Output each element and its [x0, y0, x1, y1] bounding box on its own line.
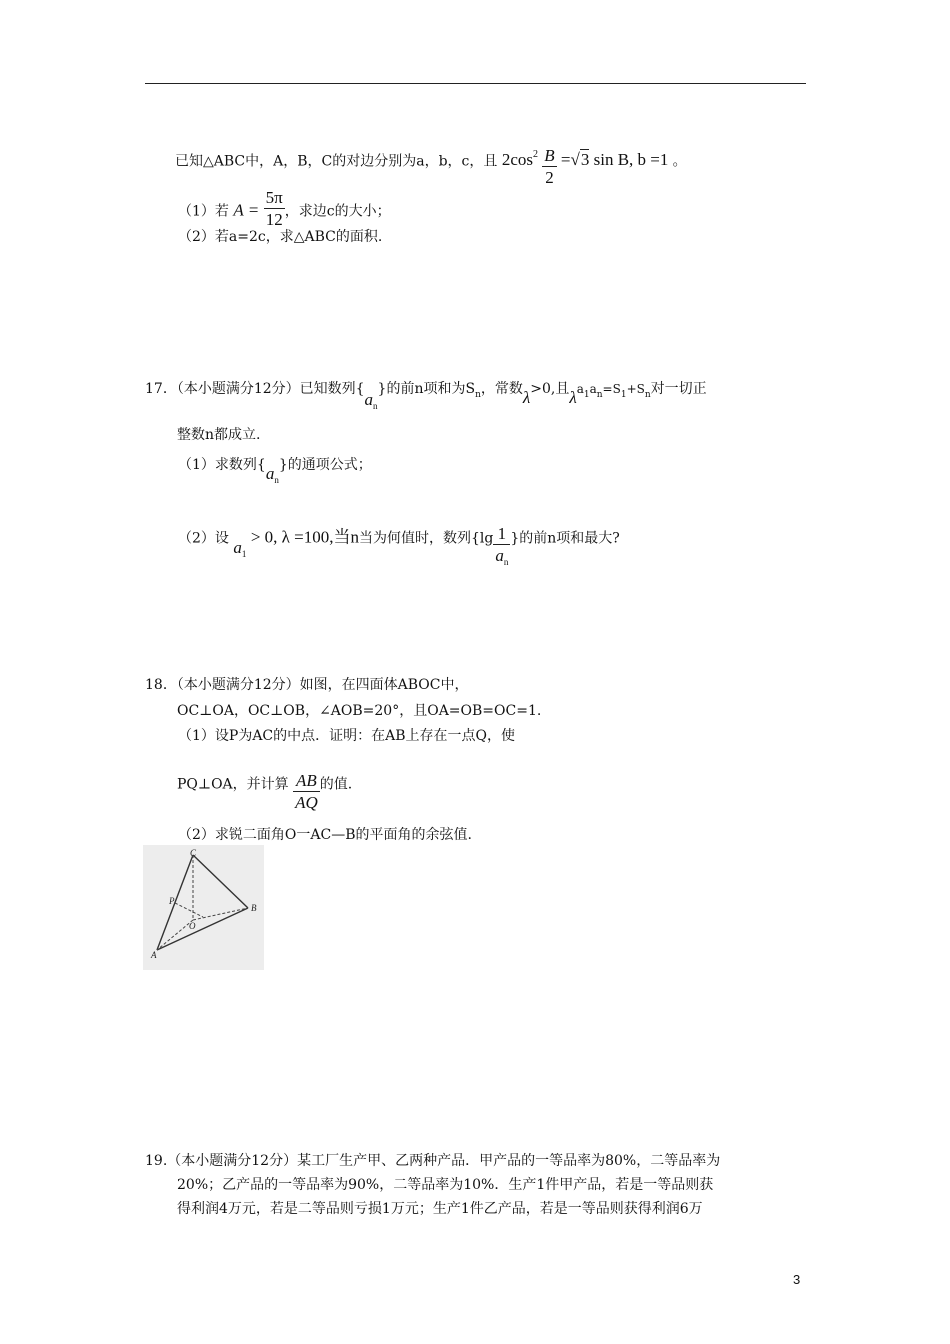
p18-frac-ab-aq: $\frac{AB}{AQ}$: [295, 771, 318, 812]
fig-label-a: A: [151, 950, 157, 960]
p19-line1: 19.（本小题满分12分）某工厂生产甲、乙两种产品．甲产品的一等品率为80%，二等品率为: [145, 1153, 721, 1169]
p18-heading: 18．（本小题满分12分）如图，在四面体ABOC中，: [145, 677, 469, 693]
p18-q1-cont: PQ⊥OA，并计算 $\frac{AB}{AQ}$ 的值.: [177, 771, 353, 812]
fig-label-c: C: [190, 848, 197, 858]
p18-q1: （1）设P为AC的中点．证明：在AB上存在一点Q，使: [178, 728, 516, 744]
p19-line3: 得利润4万元，若是二等品则亏损1万元；生产1件乙产品，若是一等品则获得利润6万: [177, 1201, 703, 1217]
p17-heading: 17．（本小题满分12分）已知数列$\{a_n\}$的前n项和为$S_n$，常数λ>0,且$\lambda a_1a_n=S_1+S_n$对一切正: [145, 381, 707, 411]
p16-intro: 已知△ABC中，A，B，C的对边分别为a，b，c，且 $2\cos^2$ $\frac{B}{2}$ =√3 sin B, b =1 。: [175, 146, 687, 187]
fig-label-b: B: [251, 903, 257, 913]
page-number: 3: [793, 1272, 801, 1287]
p16-frac-b2: $\frac{B}{2}$: [544, 146, 555, 187]
p16-q1: （1）若 A = $\frac{5\pi}{12}$ ，求边c的大小；: [178, 188, 391, 229]
header-rule: [145, 83, 806, 84]
p17-q1: （1）求数列$\{a_n\}$的通项公式；: [178, 457, 372, 485]
tetrahedron-drawing: [143, 845, 264, 970]
p16-q2: （2）若a=2c，求△ABC的面积.: [178, 229, 383, 245]
fig-label-o: O: [189, 921, 196, 931]
fig-label-p: P: [169, 896, 175, 906]
p16-frac-5pi12: $\frac{5\pi}{12}$: [265, 188, 283, 229]
p19-line2: 20%；乙产品的一等品率为90%，二等品率为10%．生产1件甲产品，若是一等品则获: [177, 1177, 714, 1193]
p17-continuation: 整数n都成立.: [177, 427, 261, 443]
p16-formula: $2\cos^2$ $\frac{B}{2}$ =√3 sin B, b =1: [501, 146, 669, 187]
p17-q2: （2）设 $a_1 > 0$, λ =100,当n当为何值时，数列{lg $\frac{1}{a_n}$ }的前n项和最大?: [178, 514, 620, 563]
p18-q2: （2）求锐二面角O一AC—B的平面角的余弦值.: [178, 827, 472, 843]
p17-frac-1-an: $\frac{1}{a_n}$: [495, 524, 509, 567]
p18-conditions: OC⊥OA，OC⊥OB，∠AOB=20°，且OA=OB=OC=1.: [177, 703, 542, 719]
tetrahedron-figure: [143, 845, 264, 970]
